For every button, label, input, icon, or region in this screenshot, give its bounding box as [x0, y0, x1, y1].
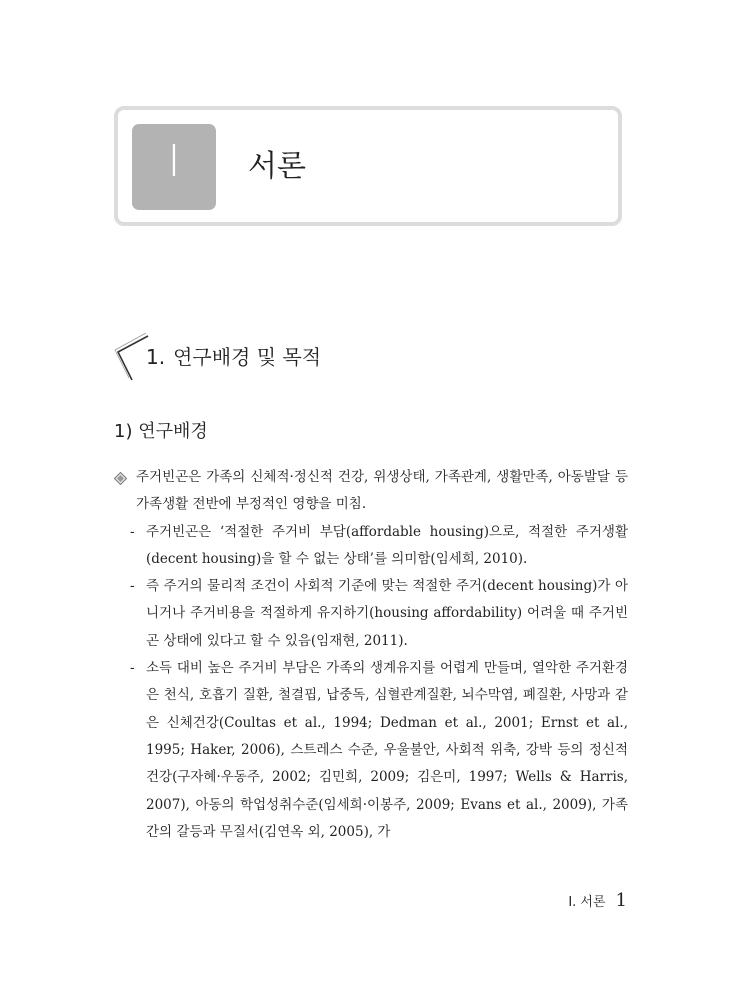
dash-item-text: 소득 대비 높은 주거비 부담은 가족의 생계유지를 어렵게 만들며, 열악한 주거환경은 천식, 호흡기 질환, 철결핍, 납중독, 심혈관계질환, 뇌수막염, 폐질환, 사망과 같은 신체건강(Coultas et al., 1994; Dedman et al., 2001; Ernst et al., 1995; Haker, 2006), 스트레스 수준, 우울불안, 사회적 위축, 강박 등의 정신적 건강(구자혜·우동주, 2002; 김민희, 2009; 김은미, 1997; Wells & Harris, 2007), 아동의 학업성취수준(임세희·이봉주, 2009; Evans et al., 2009), 가족 간의 갈등과 무질서(김연옥 외, 2005), 가 [146, 660, 628, 840]
section-heading [114, 332, 514, 382]
section-title-text: 연구배경 및 목적 [173, 345, 322, 369]
page-footer [568, 890, 627, 911]
dash-marker: - [130, 523, 135, 540]
dash-item-text: 즉 주거의 물리적 조건이 사회적 기준에 맞는 적절한 주거(decent housing)가 아니거나 주거비용을 적절하게 유지하기(housing affordability) 어려울 때 주거빈곤 상태에 있다고 할 수 있음(임재현, 2011). [146, 578, 628, 649]
body-text [114, 464, 628, 846]
chapter-number-tile [132, 124, 216, 210]
chapter-title: 서론 [248, 149, 306, 184]
dash-item-text: 주거빈곤은 ‘적절한 주거비 부담(affordable housing)으로, 적절한 주거생활(decent housing)을 할 수 없는 상태’를 의미함(임세희, 2010). [146, 523, 628, 567]
dash-marker: - [130, 578, 135, 595]
chapter-numeral: I [167, 136, 181, 187]
section-number: 1. [146, 345, 166, 369]
dash-marker: - [130, 660, 135, 677]
dash-item [114, 655, 628, 846]
bullet-paragraph [114, 464, 628, 519]
footer-chapter-label: Ⅰ. 서론 [568, 895, 606, 910]
dash-item [114, 573, 628, 655]
bullet-diamond-icon [114, 472, 127, 485]
page-number: 1 [615, 890, 627, 911]
dash-item [114, 519, 628, 574]
chapter-title-box [114, 106, 622, 226]
section-title [146, 344, 321, 370]
subsection-heading: 1) 연구배경 [114, 421, 208, 442]
bullet-text: 주거빈곤은 가족의 신체적·정신적 건강, 위생상태, 가족관계, 생활만족, 아동발달 등 가족생활 전반에 부정적인 영향을 미침. [136, 469, 628, 513]
